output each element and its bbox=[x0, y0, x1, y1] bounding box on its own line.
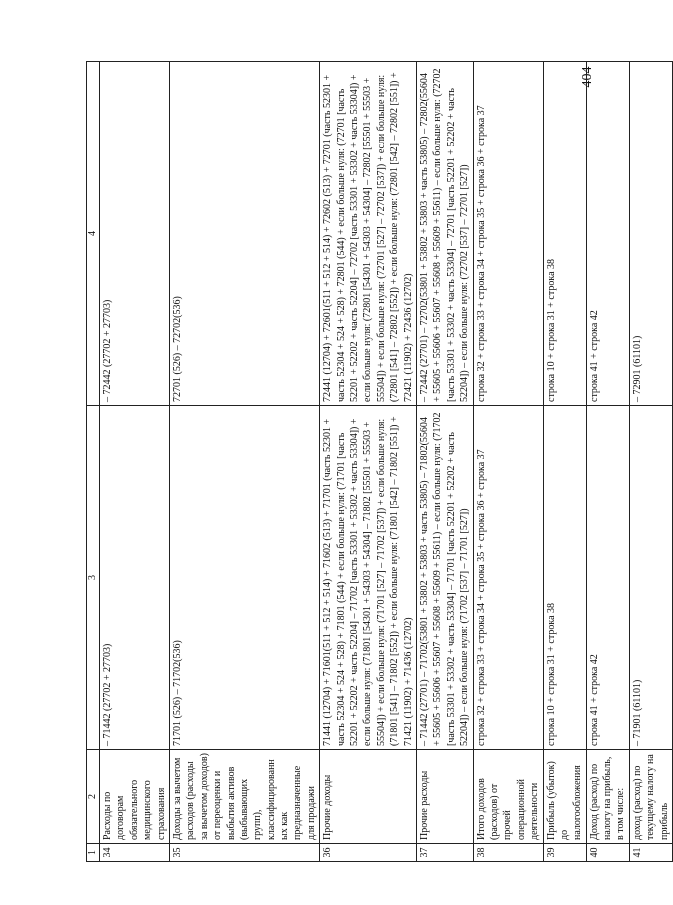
column-number-cell: 4 bbox=[87, 62, 100, 406]
column-number-cell: 1 bbox=[87, 844, 100, 862]
row-number-cell: 36 bbox=[320, 844, 417, 862]
report-table bbox=[86, 61, 673, 862]
formula-cell-col3: – 71442 (27701) – 71702(53801 + 53802 + 53803 + часть 53805) – 71802(55604 + 55605 + 55606 + 55607 + 55608 + 55609 + 55611) – если больше нуля: (71702 [часть 53301 + 53302 + часть 53304] – 71701 [часть 52201 + 52202 + часть 52204]) – если больше нуля: (71702 [537] – 71701 [527]) bbox=[416, 406, 473, 750]
table-row bbox=[169, 62, 319, 862]
row-number-cell: 38 bbox=[473, 844, 543, 862]
row-name-cell: Доход (расход) по налогу на прибыль, в том числе: bbox=[586, 750, 629, 844]
row-number-cell: 34 bbox=[100, 844, 170, 862]
row-number-cell: 37 bbox=[416, 844, 473, 862]
table-row bbox=[473, 62, 543, 862]
row-name-cell: Прочие доходы bbox=[320, 750, 417, 844]
formula-cell-col3: – 71901 (61101) bbox=[629, 406, 672, 750]
row-number-cell: 39 bbox=[543, 844, 586, 862]
formula-cell-col4: 72441 (12704) + 72601(511 + 512 + 514) + 72602 (513) + 72701 (часть 52301 + часть 52304 + 524 + 528) + 72801 (544) + если больше нуля: (72701 [часть 52201 + 52202 + часть 52204] – 72702 [часть 53301 + 53302 + часть 53304]) + если больше нуля: (72801 [54301 + 54303 + 54304] – 72802 [55501 + 55503 + 55504]) + если больше нуля: (72701 [527] – 72702 [537]) + если больше нуля: (72801 [541] – 72802 [552]) + если больше нуля: (72801 [542] – 72802 [551]) + 72421 (11902) + 72436 (12702) bbox=[320, 62, 417, 406]
table-row bbox=[100, 62, 170, 862]
formula-cell-col4: строка 10 + строка 31 + строка 38 bbox=[543, 62, 586, 406]
table-header-row bbox=[87, 62, 100, 862]
table-row bbox=[320, 62, 417, 862]
formula-cell-col3: строка 10 + строка 31 + строка 38 bbox=[543, 406, 586, 750]
table-row bbox=[543, 62, 586, 862]
table-row bbox=[629, 62, 672, 862]
column-number-cell: 3 bbox=[87, 406, 100, 750]
formula-cell-col4: – 72901 (61101) bbox=[629, 62, 672, 406]
formula-cell-col4: – 72442 (27702 + 27703) bbox=[100, 62, 170, 406]
formula-cell-col3: 71441 (12704) + 71601(511 + 512 + 514) + 71602 (513) + 71701 (часть 52301 + часть 52304 + 524 + 528) + 71801 (544) + если больше нуля: (71701 [часть 52201 + 52202 + часть 52204] – 71702 [часть 53301 + 53302 + часть 53304]) + если больше нуля: (71801 [54301 + 54303 + 54304] – 71802 [55501 + 55503 + 55504]) + если больше нуля: (71701 [527] – 71702 [537]) + если больше нуля: (71801 [541] – 71802 [552]) + если больше нуля: (71801 [542] – 71802 [551]) + 71421 (11902) + 71436 (12702) bbox=[320, 406, 417, 750]
formula-cell-col3: строка 41 + строка 42 bbox=[586, 406, 629, 750]
row-name-cell: доход (расход) по текущему налогу на прибыль bbox=[629, 750, 672, 844]
row-number-cell: 40 bbox=[586, 844, 629, 862]
row-name-cell: Итого доходов (расходов) от прочей операционной деятельности bbox=[473, 750, 543, 844]
row-name-cell: Доходы за вычетом расходов (расходы за вычетом доходов) от переоценки и выбытия активов (выбывающих групп), классифицированных как предназначенные для продажи bbox=[169, 750, 319, 844]
page-number: 404 bbox=[580, 66, 595, 88]
formula-cell-col3: строка 32 + строка 33 + строка 34 + строка 35 + строка 36 + строка 37 bbox=[473, 406, 543, 750]
formula-cell-col3: 71701 (526) – 71702(536) bbox=[169, 406, 319, 750]
formula-cell-col4: 72701 (526) – 72702(536) bbox=[169, 62, 319, 406]
table-row bbox=[586, 62, 629, 862]
row-name-cell: Расходы по договорам обязательного медицинского страхования bbox=[100, 750, 170, 844]
row-name-cell: Прибыль (убыток) до налогообложения bbox=[543, 750, 586, 844]
row-number-cell: 41 bbox=[629, 844, 672, 862]
row-number-cell: 35 bbox=[169, 844, 319, 862]
table-row bbox=[416, 62, 473, 862]
formula-cell-col4: строка 41 + строка 42 bbox=[586, 62, 629, 406]
column-number-cell: 2 bbox=[87, 750, 100, 844]
row-name-cell: Прочие расходы bbox=[416, 750, 473, 844]
formula-cell-col3: – 71442 (27702 + 27703) bbox=[100, 406, 170, 750]
formula-cell-col4: – 72442 (27701) – 72702(53801 + 53802 + 53803 + часть 53805) – 72802(55604 + 55605 + 55606 + 55607 + 55608 + 55609 + 55611) – если больше нуля: (72702 [часть 53301 + 53302 + часть 53304] – 72701 [часть 52201 + 52202 + часть 52204]) – если больше нуля: (72702 [537] – 72701 [527]) bbox=[416, 62, 473, 406]
formula-cell-col4: строка 32 + строка 33 + строка 34 + строка 35 + строка 36 + строка 37 bbox=[473, 62, 543, 406]
